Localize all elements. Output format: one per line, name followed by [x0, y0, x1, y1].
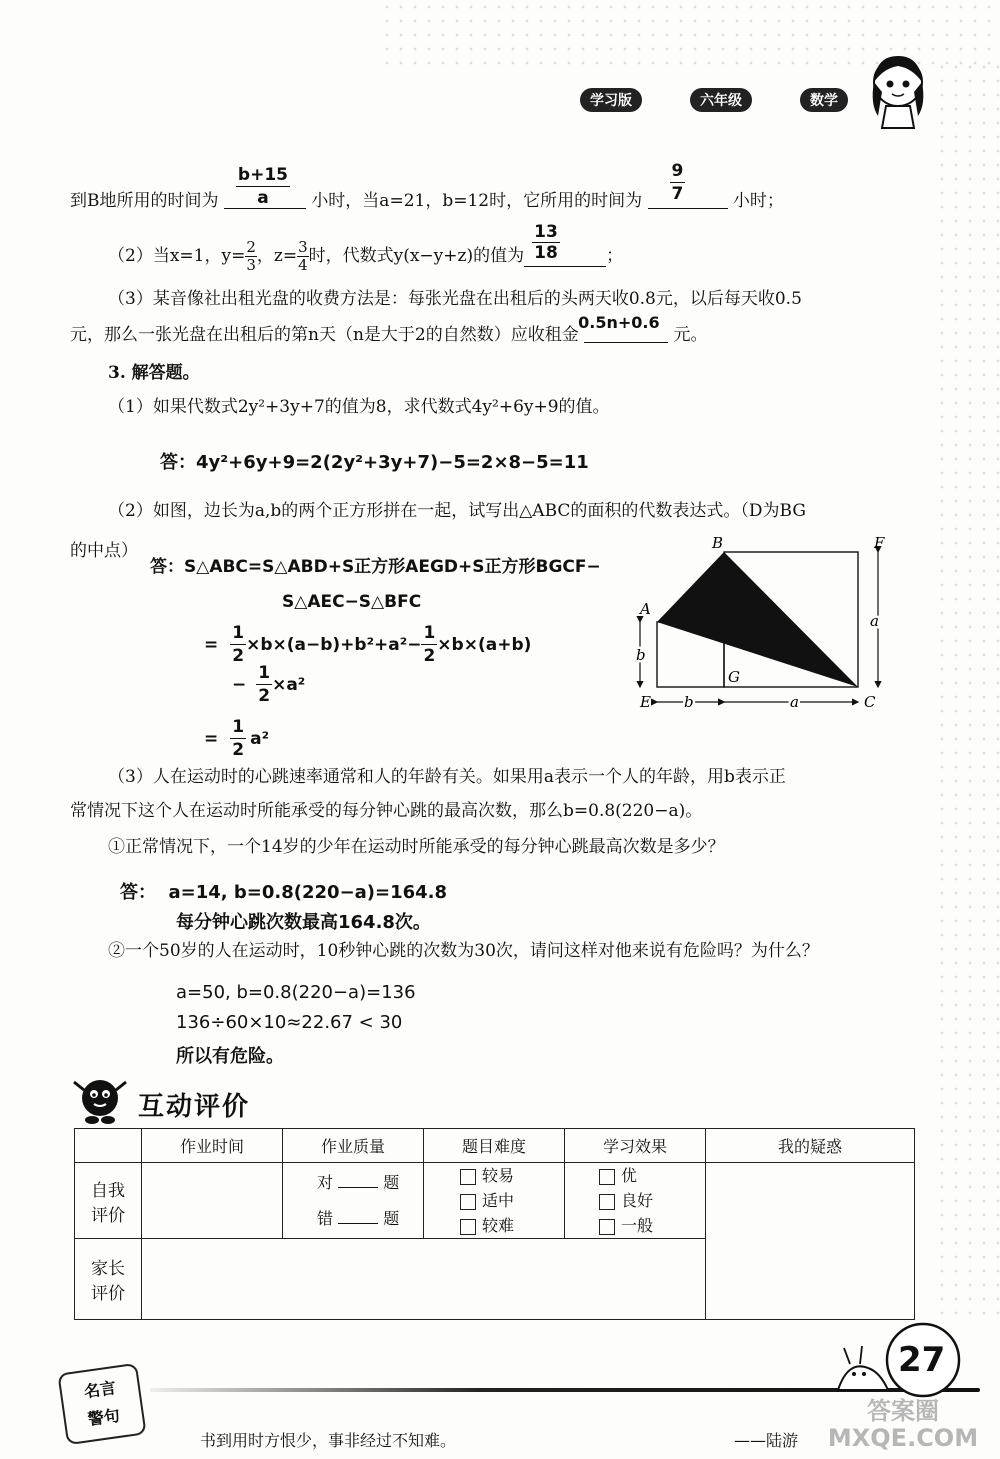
quality-unit: 题 [383, 1208, 400, 1228]
footer-author: ——陆游 [734, 1431, 799, 1450]
fill-q1-middle: 小时，当a=21，b=12时，它所用的时间为 [311, 191, 643, 211]
checkbox-icon[interactable] [599, 1219, 615, 1235]
fraction-z [297, 239, 309, 274]
q3-2-answer-line3 [204, 622, 531, 667]
fill-q1-suffix: 小时； [732, 191, 784, 211]
answer-blank-time [224, 165, 306, 209]
quality-wrong-label: 错 [317, 1208, 334, 1228]
answer-value-numerator: 9 [671, 161, 684, 181]
effect-good-label: 良好 [621, 1191, 654, 1210]
page-number: 27 [898, 1340, 946, 1380]
q3-3-sub1-answer2: 每分钟心跳次数最高164.8次。 [176, 912, 431, 933]
header-homework-time: 作业时间 [142, 1129, 283, 1163]
fill-q2-middle: 时，代数式y(x−y+z)的值为 [308, 246, 525, 266]
dot-pattern-right [935, 60, 1000, 1320]
fill-q3-line2-suffix: 元。 [673, 325, 708, 345]
quality-wrong-row [317, 1201, 423, 1237]
q3-2-answer-line2: S△AEC−S△BFC [282, 592, 422, 612]
parent-evaluation-cell[interactable] [142, 1239, 706, 1320]
effect-option-average[interactable] [599, 1213, 705, 1238]
half-denominator: 2 [258, 686, 271, 706]
answer-blank-expression [524, 221, 606, 267]
difficulty-option-medium[interactable] [460, 1188, 564, 1213]
half-numerator: 1 [423, 623, 436, 643]
half-denominator: 2 [232, 740, 245, 760]
label-a: A [640, 600, 651, 618]
q3-2-answer-line1: 答：S△ABC=S△ABD+S正方形AEGD+S正方形BGCF− [150, 557, 601, 577]
q3-1-answer: 答：4y²+6y+9=2(2y²+3y+7)−5=2×8−5=11 [160, 452, 589, 473]
checkbox-icon[interactable] [460, 1219, 476, 1235]
q3-2-answer-line5 [204, 716, 269, 761]
quality-right-label: 对 [317, 1172, 334, 1192]
header-tag-subject: 数学 [800, 88, 848, 112]
q3-2-answer-line4 [232, 662, 305, 707]
minus-sign: − [232, 674, 247, 695]
header-tag-grade: 六年级 [690, 88, 752, 112]
equals-sign: = [204, 728, 219, 749]
evaluation-title: 互动评价 [138, 1092, 251, 1122]
answer-time-fraction [236, 164, 290, 209]
difficulty-hard-label: 较难 [482, 1216, 515, 1235]
half-numerator: 1 [258, 663, 271, 683]
fill-q1-line [70, 161, 784, 212]
watermark: 答案圈 MXQE.COM [827, 1397, 979, 1452]
half-fraction [256, 662, 272, 707]
half-denominator: 2 [423, 646, 436, 666]
fill-q2-prefix: （2）当x=1，y= [108, 246, 246, 266]
half-denominator: 2 [232, 646, 245, 666]
ball-mascot-icon [70, 1070, 130, 1130]
fill-q2-suffix: ； [606, 246, 624, 266]
self-quality-cell [283, 1163, 424, 1239]
half-numerator: 1 [232, 623, 245, 643]
quality-unit: 题 [383, 1172, 400, 1192]
answer-time-denominator: a [257, 188, 269, 208]
girl-mascot-icon [862, 52, 934, 130]
answer-blank-rent [578, 313, 668, 343]
difficulty-option-hard[interactable] [460, 1213, 564, 1238]
fraction-y [245, 239, 257, 274]
q3-3-sub2: ②一个50岁的人在运动时，10秒钟心跳的次数为30次，请问这样对他来说有危险吗？为什么？ [108, 941, 819, 961]
answer-blank-value [648, 161, 728, 209]
header-my-questions: 我的疑惑 [706, 1129, 915, 1163]
fraction-z-numerator: 3 [298, 237, 308, 256]
quality-right-row [317, 1165, 423, 1201]
row-label-self: 自我评价 [75, 1163, 142, 1239]
q3-3-line2: 常情况下这个人在运动时所能承受的每分钟心跳的最高次数，那么b=0.8(220−a)。 [70, 801, 703, 821]
answer-rent: 0.5n+0.6 [578, 313, 660, 332]
checkbox-icon[interactable] [460, 1169, 476, 1185]
label-g: G [728, 668, 740, 686]
self-effect-cell [565, 1163, 706, 1239]
label-side-a-right: a [870, 612, 879, 630]
fill-q1-prefix: 到B地所用的时间为 [70, 191, 219, 211]
quality-wrong-blank[interactable] [338, 1223, 378, 1224]
row-label-parent: 家长评价 [75, 1239, 142, 1320]
half-fraction [230, 716, 246, 761]
label-c: C [864, 693, 876, 711]
label-b: B [712, 534, 724, 552]
evaluation-table [74, 1128, 915, 1320]
checkbox-icon[interactable] [460, 1194, 476, 1210]
answer-expression-denominator: 18 [534, 242, 558, 263]
difficulty-easy-label: 较易 [482, 1166, 515, 1185]
answer-value-denominator: 7 [671, 184, 684, 204]
corner-cell [75, 1129, 142, 1163]
header-tag-edition: 学习版 [580, 88, 642, 112]
half-fraction [421, 622, 437, 667]
self-difficulty-cell [424, 1163, 565, 1239]
self-time-cell[interactable] [142, 1163, 283, 1239]
fill-q3-line2 [70, 313, 708, 346]
answer-value-fraction [670, 160, 686, 205]
label-side-b-left: b [636, 646, 646, 664]
fill-q2-z-label: ，z= [256, 246, 298, 266]
effect-option-good[interactable] [599, 1188, 705, 1213]
q3-2-question-line1: （2）如图，边长为a,b的两个正方形拼在一起，试写出△ABC的面积的代数表达式。（D为BG [108, 501, 806, 521]
effect-option-excellent[interactable] [599, 1163, 705, 1188]
fraction-z-denominator: 4 [298, 255, 308, 274]
difficulty-option-easy[interactable] [460, 1163, 564, 1188]
equals-sign: = [204, 634, 219, 655]
header-learning-effect: 学习效果 [565, 1129, 706, 1163]
q3-2-answer-line3-a: ×b×(a−b)+b²+a²− [246, 634, 422, 655]
q3-2-answer-line5-suffix: a² [250, 728, 270, 749]
q3-3-sub2-answer3: 所以有危险。 [176, 1046, 284, 1067]
effect-average-label: 一般 [621, 1216, 654, 1235]
label-side-b-bottom: b [684, 693, 694, 711]
section-title-answer-questions: 3. 解答题。 [108, 363, 200, 383]
effect-excellent-label: 优 [621, 1166, 638, 1185]
fill-q3-line1: （3）某音像社出租光盘的收费方法是：每张光盘在出租后的头两天收0.8元，以后每天收0.5 [108, 289, 802, 309]
checkbox-icon[interactable] [599, 1194, 615, 1210]
q3-3-line1: （3）人在运动时的心跳速率通常和人的年龄有关。如果用a表示一个人的年龄，用b表示正 [108, 767, 786, 787]
q3-2-answer-line4-suffix: ×a² [272, 674, 306, 695]
my-questions-cell[interactable] [706, 1163, 915, 1320]
q3-2-question-line2: 的中点） [70, 541, 138, 561]
difficulty-medium-label: 适中 [482, 1191, 515, 1210]
q3-3-sub1-answer1: 答： a=14, b=0.8(220−a)=164.8 [120, 882, 448, 903]
half-numerator: 1 [232, 717, 245, 737]
header-difficulty: 题目难度 [424, 1129, 565, 1163]
header-bar [580, 84, 910, 116]
q3-3-sub2-answer1: a=50, b=0.8(220−a)=136 [176, 982, 416, 1003]
label-f: F [874, 534, 885, 552]
q3-3-sub2-answer2: 136÷60×10≈22.67 < 30 [176, 1012, 403, 1033]
q3-1-question: （1）如果代数式2y²+3y+7的值为8，求代数式4y²+6y+9的值。 [108, 397, 610, 417]
q3-2-answer-line3-b: ×b×(a+b) [437, 634, 532, 655]
squares-triangle-diagram [630, 530, 900, 720]
label-e: E [640, 693, 651, 711]
fraction-y-denominator: 3 [246, 255, 256, 274]
q3-3-sub1: ①正常情况下，一个14岁的少年在运动时所能承受的每分钟心跳最高次数是多少？ [108, 837, 725, 857]
fraction-y-numerator: 2 [246, 237, 256, 256]
answer-expression-fraction [532, 222, 560, 263]
fill-q2-line [108, 221, 624, 278]
answer-expression-numerator: 13 [534, 221, 558, 242]
answer-time-numerator: b+15 [237, 165, 288, 185]
quality-right-blank[interactable] [338, 1187, 378, 1188]
label-side-a-bottom: a [790, 693, 799, 711]
checkbox-icon[interactable] [599, 1169, 615, 1185]
half-fraction [230, 622, 246, 667]
header-homework-quality: 作业质量 [283, 1129, 424, 1163]
proverb-badge: 名言警句 [57, 1363, 146, 1445]
fill-q3-line2-prefix: 元，那么一张光盘在出租后的第n天（n是大于2的自然数）应收租金 [70, 325, 579, 345]
footer-quote: 书到用时方恨少，事非经过不知难。 [200, 1431, 457, 1450]
